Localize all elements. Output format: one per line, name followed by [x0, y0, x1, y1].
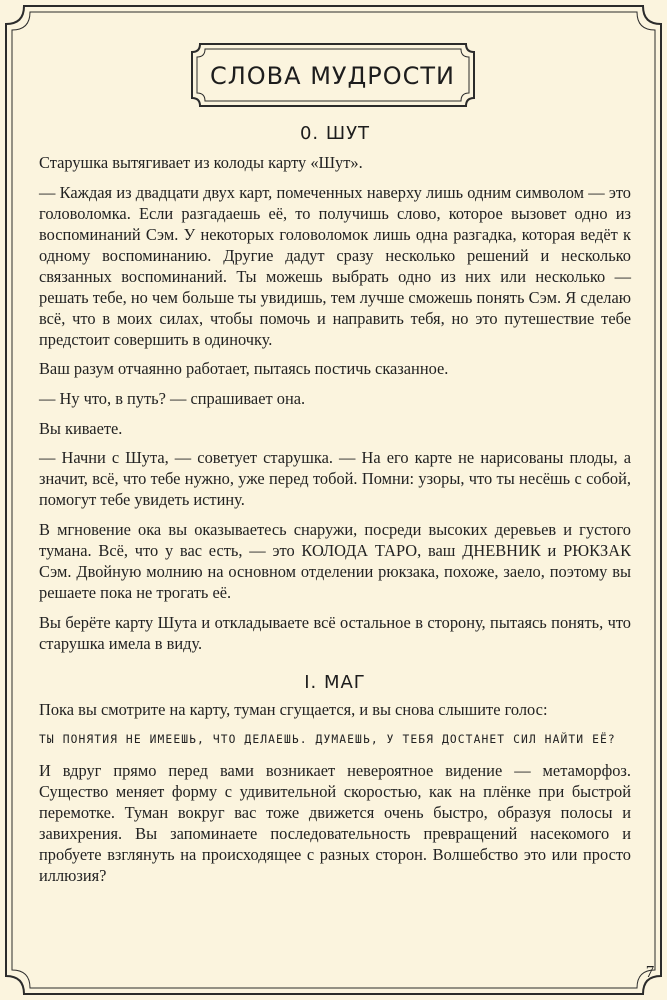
page-number: 7: [645, 962, 655, 981]
paragraph: Ваш разум отчаянно работает, пытаясь постичь сказанное.: [39, 359, 449, 379]
section-heading-fool: 0. ШУТ: [299, 123, 371, 144]
paragraph: Старушка вытягивает из колоды карту «Шут».: [39, 153, 363, 172]
paragraph: Пока вы смотрите на карту, туман сгущается, и вы снова слышите голос:: [39, 699, 548, 719]
handwritten-voice-line: ТЫ ПОНЯТИЯ НЕ ИМЕЕШЬ, ЧТО ДЕЛАЕШЬ. ДУМАЕШЬ, У ТЕБЯ ДОСТАНЕТ СИЛ НАЙТИ ЕЁ?: [39, 732, 616, 746]
page-content: [39, 120, 631, 894]
section-heading-magician: I. МАГ: [304, 671, 366, 693]
paragraph: — Каждая из двадцати двух карт, помеченных наверху лишь одним символом — это головоломка. Если разгадаешь её, то получишь слово, которое вызовет одно из воспоминаний Сэм. У некоторых головоломок лишь одна разгадка, которая ведёт к одному воспоминанию. Другие дадут сразу несколько решений и несколько связанных воспоминаний. Ты можешь выбрать одно из них или несколько — решать тебе, но чем больше ты увидишь, тем лучше сможешь понять Сэм. Я сделаю всё, что в моих силах, чтобы помочь и направить тебя, но это путешествие тебе предстоит совершить в одиночку.: [39, 182, 631, 349]
paragraph: Вы берёте карту Шута и откладываете всё остальное в сторону, пытаясь понять, что старушка имела в виду.: [39, 612, 631, 653]
page-title: СЛОВА МУДРОСТИ: [209, 62, 456, 90]
paragraph: В мгновение ока вы оказываетесь снаружи, посреди высоких деревьев и густого тумана. Всё, что у вас есть, — это КОЛОДА ТАРО, ваш ДНЕВНИК и РЮКЗАК Сэм. Двойную молнию на основном отделении рюкзака, похоже, заело, поэтому вы решаете пока не трогать её.: [39, 520, 631, 603]
paragraph: И вдруг прямо перед вами возникает невероятное видение — метаморфоз. Существо меняет форму с удивительной скоростью, как на плёнке при быстрой перемотке. Туман вокруг вас тоже движется очень быстро, образуя полосы и завихрения. Вы запоминаете последовательность превращений насекомого и пробуете взглянуть на происходящее с разных сторон. Волшебство это или просто иллюзия?: [39, 760, 631, 885]
paragraph: — Начни с Шута, — советует старушка. — На его карте не нарисованы плоды, а значит, всё, что тебе нужно, уже перед тобой. Помни: узоры, что ты несёшь с собой, помогут тебе увидеть истину.: [39, 448, 631, 510]
paragraph: Вы киваете.: [39, 418, 123, 438]
paragraph: — Ну что, в путь? — спрашивает она.: [39, 389, 306, 409]
